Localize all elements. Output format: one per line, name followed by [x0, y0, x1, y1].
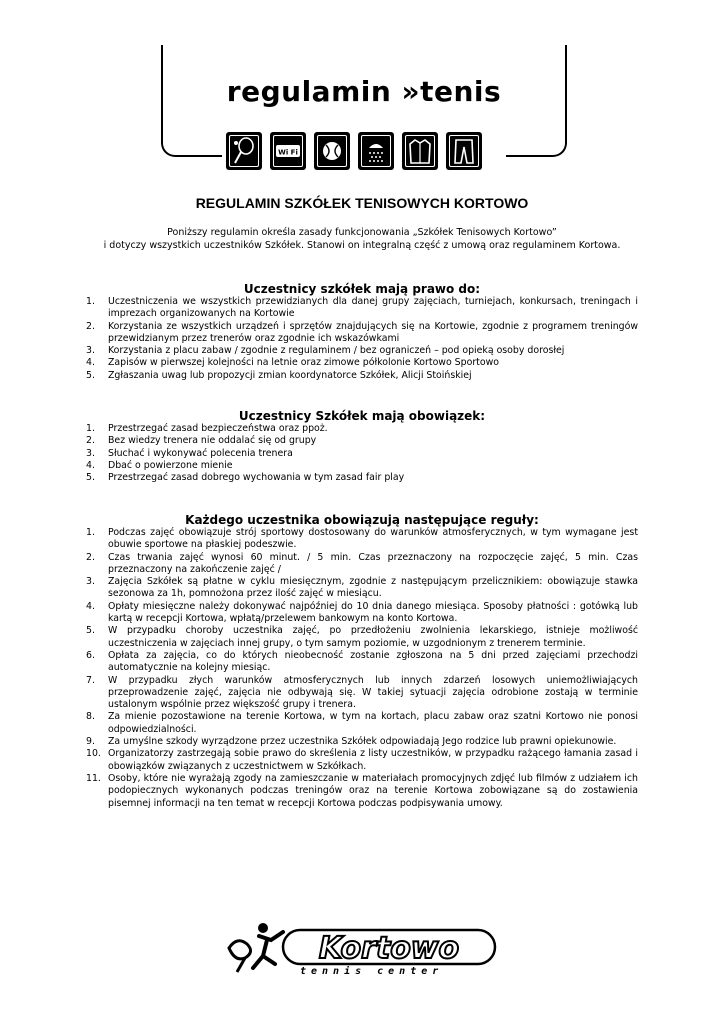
- intro-line-2: i dotyczy wszystkich uczestników Szkółek. Stanowi on integralną część z umową oraz regulaminem Kortowa.: [103, 240, 621, 251]
- list-item: 9. Za umyślne szkody wyrządzone przez uczestnika Szkółek odpowiadają Jego rodzice lub prawni opiekunowie.: [86, 736, 617, 748]
- list-item: 5. Przestrzegać zasad dobrego wychowania w tym zasad fair play: [86, 472, 405, 484]
- rights-heading: Uczestnicy szkółek mają prawo do:: [243, 282, 481, 296]
- list-item: 5. W przypadku choroby uczestnika zajęć, po przedłożeniu zwolnienia lekarskiego, istnieje możliwość uczestniczenia w zajęciach innej grupy, o tym samym poziomie, w uzgodnionym z trenerem terminie.: [86, 625, 638, 649]
- list-item: 4. Opłaty miesięczne należy dokonywać najpóźniej do 10 dnia danego miesiąca. Sposoby płatności : gotówką lub kartą w recepcji Kortowa, wpłatą/przelewem bankowym na konto Kortowa.: [86, 600, 638, 625]
- intro-paragraph: [0, 226, 724, 252]
- rules-list: [86, 527, 638, 810]
- list-item: 2. Bez wiedzy trenera nie oddalać się od grupy: [86, 435, 317, 447]
- banner-title: regulamin »tenis: [226, 75, 502, 108]
- wifi-icon: [270, 132, 306, 170]
- list-item: 4. Zapisów w pierwszej kolejności na letnie oraz zimowe półkolonie Kortowo Sportowo: [86, 357, 499, 369]
- list-item: 2. Korzystania ze wszystkich urządzeń i sprzętów znajdujących się na Kortowie, zgodnie z programem treningów przewidzianym przez trenerów oraz zgodnie ich wskazówkami: [86, 320, 638, 344]
- list-item: 6. Opłata za zajęcia, co do których nieobecność zostanie zgłoszona na 5 dni przed zajęciami przechodzi automatycznie na kolejny miesiąc.: [86, 649, 638, 674]
- svg-text:Kortowo: Kortowo: [318, 931, 460, 966]
- list-item: 2. Czas trwania zajęć wynosi 60 minut. / 5 min. Czas przeznaczony na rozpoczęcie zajęć, 5 min. Czas przeznaczony na zakończenie zajęć /: [86, 551, 638, 575]
- trousers-icon: [446, 132, 482, 170]
- duties-heading: Uczestnicy Szkółek mają obowiązek:: [238, 409, 486, 423]
- rules-heading: Każdego uczestnika obowiązują następujące reguły:: [185, 513, 539, 527]
- list-item: 3. Słuchać i wykonywać polecenia trenera: [86, 447, 293, 459]
- duties-list: [86, 423, 638, 484]
- list-item: 4. Dbać o powierzone mienie: [86, 459, 233, 471]
- tennis-racket-icon: [226, 132, 262, 170]
- jacket-icon: [402, 132, 438, 170]
- shower-icon: [358, 132, 394, 170]
- list-item: 1. Przestrzegać zasad bezpieczeństwa oraz ppoż.: [86, 423, 328, 434]
- list-item: 7. W przypadku złych warunków atmosferycznych lub innych zdarzeń losowych uniemożliwiających przeprowadzenie zajęć, zajęcia nie odbywają się. W takiej sytuacji zajęcia odrobione zostają w terminie ustalonym wspólnie przez większość grupy i trenera.: [86, 674, 638, 711]
- tennis-ball-icon: [314, 132, 350, 170]
- intro-line-1: Poniższy regulamin określa zasady funkcjonowania „Szkółek Tenisowych Kortowo”: [167, 227, 557, 238]
- list-item: 3. Korzystania z placu zabaw / zgodnie z regulaminem / bez ograniczeń – pod opieką osoby dorosłej: [86, 345, 565, 357]
- facility-icons: [222, 132, 506, 172]
- rights-list: [86, 296, 638, 382]
- list-item: 11. Osoby, które nie wyrażają zgody na zamieszczanie w materiałach promocyjnych zdjęć lub filmów z udziałem ich podopiecznych wykonanych podczas treningów oraz na terenie Kortowa zobowiązane są do zostawienia pisemnej informacji na ten temat w recepcji Kortowa podczas podpisywania umowy.: [86, 772, 638, 809]
- list-item: 8. Za mienie pozostawione na terenie Kortowa, w tym na kortach, placu zabaw oraz szatni Kortowo nie ponosi odpowiedzialności.: [86, 711, 638, 735]
- list-item: 1. Podczas zajęć obowiązuje strój sportowy dostosowany do warunków atmosferycznych, w tym wymagane jest obuwie sportowe na płaskiej podeszwie.: [86, 527, 638, 551]
- document-title: REGULAMIN SZKÓŁEK TENISOWYCH KORTOWO: [195, 195, 529, 211]
- logo-subtitle: tennis center: [300, 966, 444, 977]
- list-item: 5. Zgłaszania uwag lub propozycji zmian koordynatorce Szkółek, Alicji Stoińskiej: [86, 369, 472, 381]
- list-item: 1. Uczestniczenia we wszystkich przewidzianych dla danej grupy zajęciach, turniejach, konkursach, treningach i imprezach organizowanych na Kortowie: [86, 296, 638, 320]
- svg-text:Wi Fi: Wi Fi: [278, 148, 298, 157]
- list-item: 10. Organizatorzy zastrzegają sobie prawo do skreślenia z listy uczestników, w przypadku rażącego łamania zasad i obowiązków związanych z uczestnictwem w Szkółkach.: [86, 748, 638, 772]
- list-item: 3. Zajęcia Szkółek są płatne w cyklu miesięcznym, zgodnie z następującym przelicznikiem: obowiązuje stawka sezonowa za 1h, pomnożona przez ilość zajęć w miesiącu.: [86, 576, 638, 600]
